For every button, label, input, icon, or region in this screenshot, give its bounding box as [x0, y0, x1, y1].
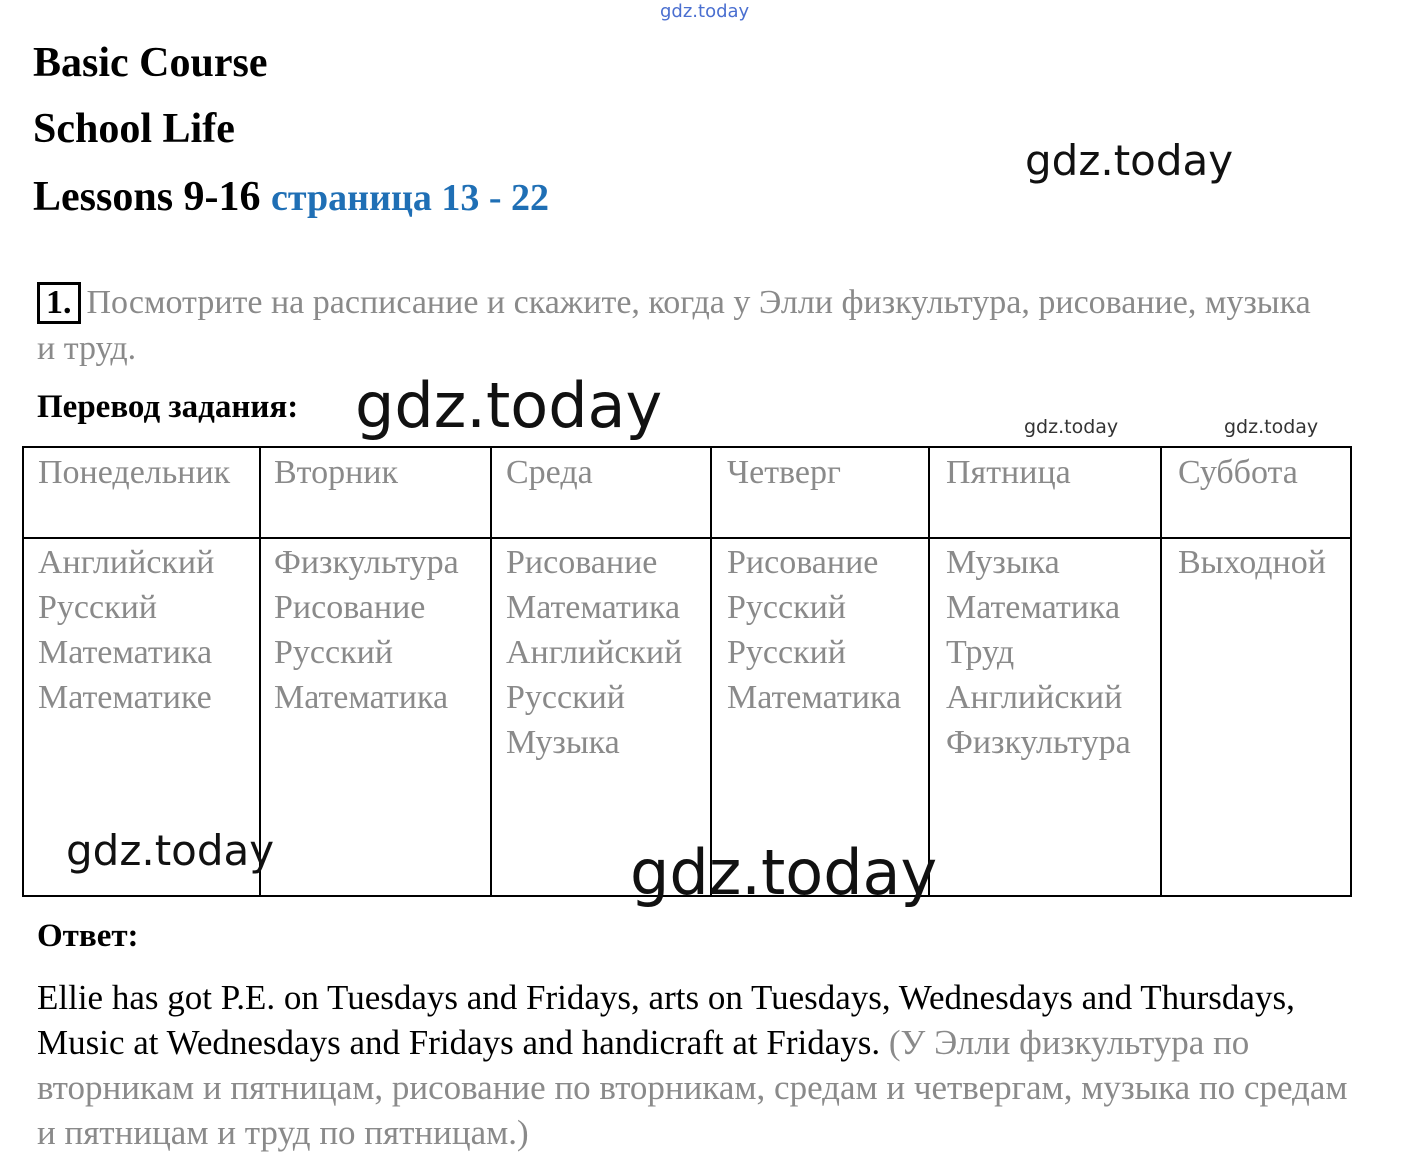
day-header-wednesday: Среда: [506, 454, 593, 491]
answer-english: Ellie has got P.E. on Tuesdays and Fridays, arts on Tuesdays, Wednesdays and Thursdays, Music at Wednesdays and Fridays and handicraft at Fridays.: [37, 978, 1295, 1062]
lesson-item: Русский: [727, 589, 846, 626]
lesson-item: Труд: [946, 634, 1015, 671]
lessons-tuesday: [274, 540, 480, 895]
task-number: 1.: [37, 282, 81, 324]
table-divider: [928, 448, 930, 895]
lesson-item: Рисование: [274, 589, 426, 626]
watermark-table-left: gdz.today: [66, 826, 275, 875]
answer-label: Ответ:: [37, 918, 139, 954]
lesson-item: Математика: [274, 679, 449, 716]
lesson-item: Английский: [38, 544, 215, 581]
lesson-item: Физкультура: [274, 544, 459, 581]
day-header-friday: Пятница: [946, 454, 1071, 491]
lesson-item: Музыка: [506, 724, 620, 761]
answer-text: [37, 975, 1357, 1155]
lesson-item: Математика: [38, 634, 213, 671]
lesson-item: Математика: [506, 589, 681, 626]
lesson-item: Русский: [506, 679, 625, 716]
lesson-item: Математике: [38, 679, 212, 716]
lessons-saturday: [1178, 540, 1346, 895]
day-header-tuesday: Вторник: [274, 454, 398, 491]
lesson-item: Музыка: [946, 544, 1060, 581]
watermark-header: gdz.today: [1025, 136, 1234, 185]
task-text: Посмотрите на расписание и скажите, когда у Элли физкультура, рисование, музыка и труд.: [37, 284, 1311, 367]
lesson-item: Рисование: [727, 544, 879, 581]
task-statement: [37, 280, 1337, 372]
day-header-thursday: Четверг: [727, 454, 841, 491]
course-title: Basic Course: [33, 40, 268, 86]
lesson-item: Математика: [727, 679, 902, 716]
page-range: страница 13 - 22: [271, 177, 550, 219]
lesson-item: Русский: [727, 634, 846, 671]
day-header-saturday: Суббота: [1178, 454, 1298, 491]
table-divider: [710, 448, 712, 895]
watermark-small-1: gdz.today: [1024, 416, 1119, 438]
lessons-friday: [946, 540, 1152, 895]
lesson-item: Математика: [946, 589, 1121, 626]
day-header-monday: Понедельник: [38, 454, 231, 491]
lesson-item: Русский: [38, 589, 157, 626]
lessons-title: [33, 176, 549, 218]
table-divider: [24, 537, 1350, 539]
lessons-range: Lessons 9-16: [33, 174, 261, 220]
lesson-item: Русский: [274, 634, 393, 671]
watermark-table-center: gdz.today: [630, 836, 938, 909]
lesson-item: Рисование: [506, 544, 658, 581]
lesson-item: Выходной: [1178, 544, 1326, 581]
unit-title: School Life: [33, 106, 235, 152]
translation-label: Перевод задания:: [37, 389, 299, 425]
answer-russian: (У Элли физкультура по вторникам и пятницам, рисование по вторникам, средам и четвергам, музыка по средам и пятницам и труд по пятницам.): [37, 1023, 1348, 1152]
lesson-item: Английский: [506, 634, 683, 671]
watermark-top: gdz.today: [660, 1, 750, 22]
table-divider: [1160, 448, 1162, 895]
watermark-translation: gdz.today: [355, 369, 663, 442]
watermark-small-2: gdz.today: [1224, 416, 1319, 438]
table-divider: [490, 448, 492, 895]
lesson-item: Английский: [946, 679, 1123, 716]
lesson-item: Физкультура: [946, 724, 1131, 761]
